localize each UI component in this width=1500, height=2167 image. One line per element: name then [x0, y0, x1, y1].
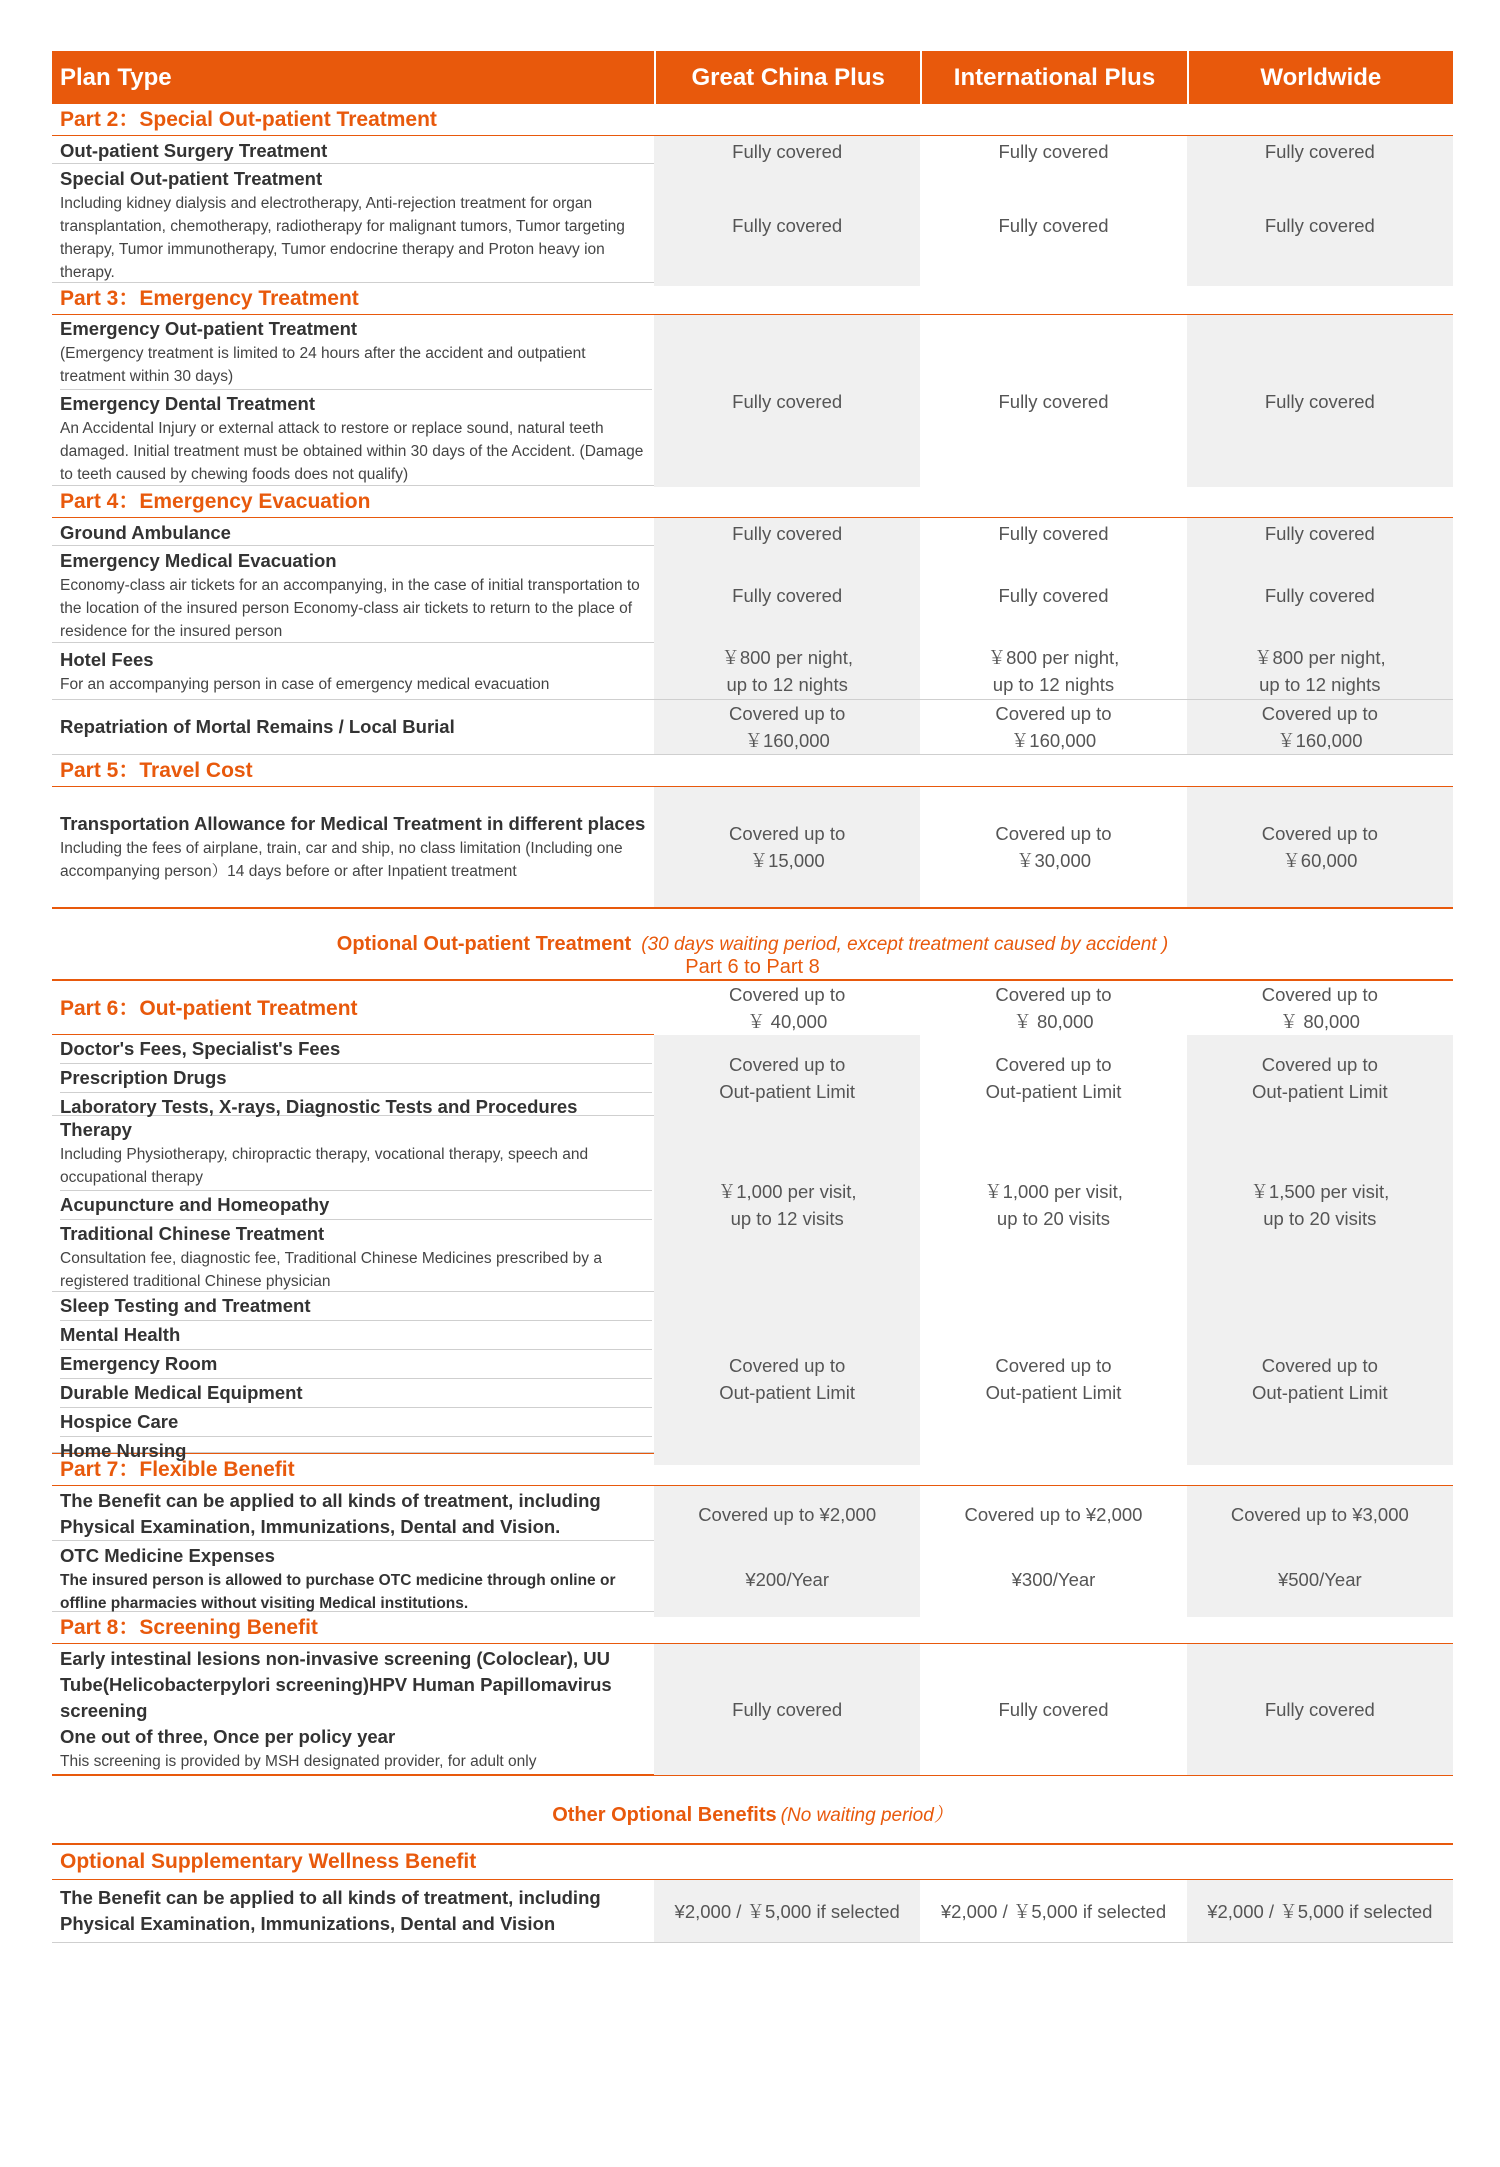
- value-cell: Fully covered: [732, 390, 843, 412]
- row-description: For an accompanying person in case of emergency medical evacuation: [60, 675, 550, 693]
- value-cell: ¥300/Year: [1011, 1568, 1096, 1590]
- value-cell: ￥800 per night, up to 12 nights: [721, 647, 853, 695]
- row-title: Doctor's Fees, Specialist's Fees: [60, 1038, 341, 1059]
- row-title: OTC Medicine Expenses: [60, 1545, 275, 1566]
- table-row: [52, 700, 1453, 755]
- value-cell: Fully covered: [998, 140, 1109, 162]
- value-cell: Covered up to ¥3,000: [1230, 1503, 1409, 1525]
- row-title: Emergency Room: [60, 1353, 218, 1374]
- value-cell: Fully covered: [998, 214, 1109, 236]
- value-cell: ￥800 per night, up to 12 nights: [1254, 647, 1386, 695]
- value-cell: Covered up to ¥2,000: [964, 1503, 1143, 1525]
- row-title: Repatriation of Mortal Remains / Local Burial: [60, 716, 455, 737]
- row-title: Traditional Chinese Treatment: [60, 1223, 325, 1244]
- value-cell: Fully covered: [732, 214, 843, 236]
- row-title: Early intestinal lesions non-invasive screening (Coloclear), UU Tube(Helicobacterpylori screening)HPV Human Papillomavirus screening: [60, 1648, 612, 1721]
- value-cell: Fully covered: [998, 390, 1109, 412]
- row-title: Hospice Care: [60, 1411, 179, 1432]
- table-row: [52, 1486, 1453, 1541]
- table-row: [52, 1292, 1453, 1461]
- worldwide-header: Worldwide: [1187, 51, 1453, 104]
- value-cell: Fully covered: [1264, 140, 1375, 162]
- row-description: Including the fees of airplane, train, car and ship, no class limitation (Including one accompanying person）14 days before or after Inpatient treatment: [60, 840, 623, 880]
- row-title: Emergency Out-patient Treatment: [60, 318, 358, 339]
- other-benefits-note: (No waiting period）: [780, 1805, 953, 1826]
- row-title: Laboratory Tests, X-rays, Diagnostic Tests and Procedures: [60, 1096, 578, 1117]
- value-cell: Covered up to Out-patient Limit: [1251, 1054, 1388, 1102]
- value-cell: Fully covered: [1264, 1699, 1375, 1720]
- optional-outpatient-note: (30 days waiting period, except treatment caused by accident ): [641, 934, 1169, 955]
- table-row: [52, 1644, 1453, 1774]
- value-cell: Covered up to Out-patient Limit: [985, 1354, 1122, 1403]
- value-cell: Fully covered: [1264, 390, 1375, 412]
- row-title: Durable Medical Equipment: [60, 1382, 303, 1403]
- row-title: Mental Health: [60, 1324, 181, 1345]
- table-row: [52, 1541, 1453, 1612]
- row-title: Emergency Dental Treatment: [60, 393, 315, 414]
- row-description: This screening is provided by MSH designated provider, for adult only: [60, 1753, 537, 1770]
- value-cell: ¥200/Year: [745, 1568, 829, 1590]
- value-cell: ¥500/Year: [1277, 1568, 1362, 1590]
- row-description: Including Physiotherapy, chiropractic therapy, vocational therapy, speech and occupational therapy: [60, 1146, 589, 1186]
- row-title: Sleep Testing and Treatment: [60, 1295, 311, 1316]
- row-description: (Emergency treatment is limited to 24 hours after the accident and outpatient treatment within 30 days): [60, 345, 586, 385]
- value-cell: Fully covered: [732, 585, 843, 606]
- table-row: [52, 164, 1453, 283]
- part3-title: Part 3：Emergency Treatment: [52, 283, 1453, 315]
- row-title: Hotel Fees: [60, 648, 154, 670]
- other-benefits-title: Other Optional Benefits: [552, 1804, 777, 1826]
- international-plus-header: International Plus: [920, 51, 1186, 104]
- value-cell: Fully covered: [998, 1699, 1109, 1720]
- limit-cell: Covered up to ￥ 40,000: [729, 984, 846, 1032]
- value-cell: ￥1,000 per visit, up to 20 visits: [984, 1181, 1123, 1229]
- value-cell: Fully covered: [732, 522, 843, 544]
- value-cell: Covered up to Out-patient Limit: [1251, 1354, 1388, 1403]
- row-description: Economy-class air tickets for an accompanying, in the case of initial transportation to the location of the insured person Economy-class air tickets to return to the place of residence for the insured person: [60, 577, 640, 640]
- table-row: [52, 546, 1453, 643]
- row-title: The Benefit can be applied to all kinds of treatment, including Physical Examination, Immunizations, Dental and Vision.: [60, 1490, 601, 1537]
- value-cell: Fully covered: [732, 140, 843, 162]
- other-benefits-heading: [52, 1800, 1453, 1827]
- value-cell: Covered up to ￥160,000: [1261, 703, 1378, 751]
- table-row: [52, 1035, 1453, 1116]
- value-cell: ￥800 per night, up to 12 nights: [987, 647, 1120, 695]
- row-title: Ground Ambulance: [60, 522, 231, 543]
- limit-cell: Covered up to ￥ 80,000: [1261, 984, 1378, 1032]
- limit-cell: Covered up to ￥ 80,000: [995, 984, 1112, 1032]
- row-title: Prescription Drugs: [60, 1067, 227, 1088]
- value-cell: Covered up to ¥2,000: [698, 1503, 877, 1525]
- value-cell: ¥2,000 / ￥5,000 if selected: [940, 1900, 1167, 1922]
- table-row: [52, 1116, 1453, 1292]
- row-description: Including kidney dialysis and electrotherapy, Anti-rejection treatment for organ transplantation, chemotherapy, radiotherapy for malignant tumors, Tumor targeting therapy, Tumor immunotherapy, Tumor endocrine therapy and Proton heavy ion therapy.: [60, 195, 625, 281]
- part4-title: Part 4：Emergency Evacuation: [52, 486, 1453, 518]
- table-row: [52, 315, 1453, 486]
- value-cell: ¥2,000 / ￥5,000 if selected: [674, 1900, 900, 1922]
- value-cell: ¥2,000 / ￥5,000 if selected: [1207, 1900, 1433, 1922]
- row-title: Out-patient Surgery Treatment: [60, 140, 328, 161]
- row-title: Special Out-patient Treatment: [60, 168, 323, 189]
- row-subtitle: One out of three, Once per policy year: [60, 1726, 396, 1747]
- row-title: Therapy: [60, 1119, 132, 1140]
- row-title: Transportation Allowance for Medical Treatment in different places: [60, 813, 646, 834]
- value-cell: Fully covered: [1264, 214, 1375, 236]
- value-cell: Fully covered: [1264, 522, 1375, 544]
- benefit-table-page: [52, 51, 1453, 1943]
- value-cell: Covered up to ￥160,000: [995, 703, 1112, 751]
- value-cell: Covered up to ￥160,000: [729, 703, 846, 751]
- part2-title: Part 2：Special Out-patient Treatment: [52, 104, 1453, 136]
- optional-outpatient-title: Optional Out-patient Treatment: [336, 933, 632, 955]
- table-row: [52, 518, 1453, 546]
- value-cell: Fully covered: [732, 1699, 843, 1720]
- part7-title: Part 7：Flexible Benefit: [52, 1453, 1453, 1486]
- row-description: Consultation fee, diagnostic fee, Traditional Chinese Medicines prescribed by a registered traditional Chinese physician: [60, 1250, 602, 1290]
- value-cell: Fully covered: [998, 585, 1109, 606]
- table-row: [52, 787, 1453, 907]
- table-row: [52, 1880, 1453, 1943]
- row-description: An Accidental Injury or external attack to restore or replace sound, natural teeth damaged. Initial treatment must be obtained within 30 days of the Accident. (Damage to teeth caused by chewing foods does not qualify): [60, 420, 644, 483]
- table-row: [52, 643, 1453, 700]
- row-title: Home Nursing: [60, 1440, 187, 1461]
- row-title: The Benefit can be applied to all kinds of treatment, including Physical Examination, Immunizations, Dental and Vision: [60, 1887, 601, 1934]
- row-title: Emergency Medical Evacuation: [60, 550, 337, 571]
- value-cell: Covered up to ￥60,000: [1261, 823, 1378, 871]
- optional-outpatient-heading: [52, 933, 1453, 956]
- wellness-benefit-title: Optional Supplementary Wellness Benefit: [52, 1843, 1453, 1880]
- value-cell: Covered up to Out-patient Limit: [719, 1054, 856, 1102]
- value-cell: Covered up to Out-patient Limit: [719, 1354, 856, 1403]
- plan-type-header: Plan Type: [60, 63, 172, 91]
- value-cell: ￥1,500 per visit, up to 20 visits: [1250, 1181, 1390, 1229]
- optional-outpatient-subtitle: Part 6 to Part 8: [685, 956, 820, 978]
- value-cell: Covered up to Out-patient Limit: [985, 1054, 1122, 1102]
- part5-title: Part 5：Travel Cost: [52, 755, 1453, 787]
- great-china-plus-header: Great China Plus: [654, 51, 920, 104]
- part6-header-row: [52, 981, 1453, 1035]
- table-header: [52, 51, 1453, 104]
- part8-title: Part 8：Screening Benefit: [52, 1612, 1453, 1644]
- row-title: Acupuncture and Homeopathy: [60, 1194, 330, 1215]
- value-cell: ￥1,000 per visit, up to 12 visits: [717, 1181, 857, 1229]
- part6-title: Part 6：Out-patient Treatment: [60, 996, 358, 1020]
- value-cell: Fully covered: [1264, 585, 1375, 606]
- value-cell: Covered up to ￥15,000: [729, 823, 846, 871]
- table-row: [52, 136, 1453, 164]
- row-description: The insured person is allowed to purchase OTC medicine through online or offline pharmacies without visiting Medical institutions.: [60, 1572, 616, 1612]
- value-cell: Fully covered: [998, 522, 1109, 544]
- value-cell: Covered up to ￥30,000: [995, 823, 1112, 871]
